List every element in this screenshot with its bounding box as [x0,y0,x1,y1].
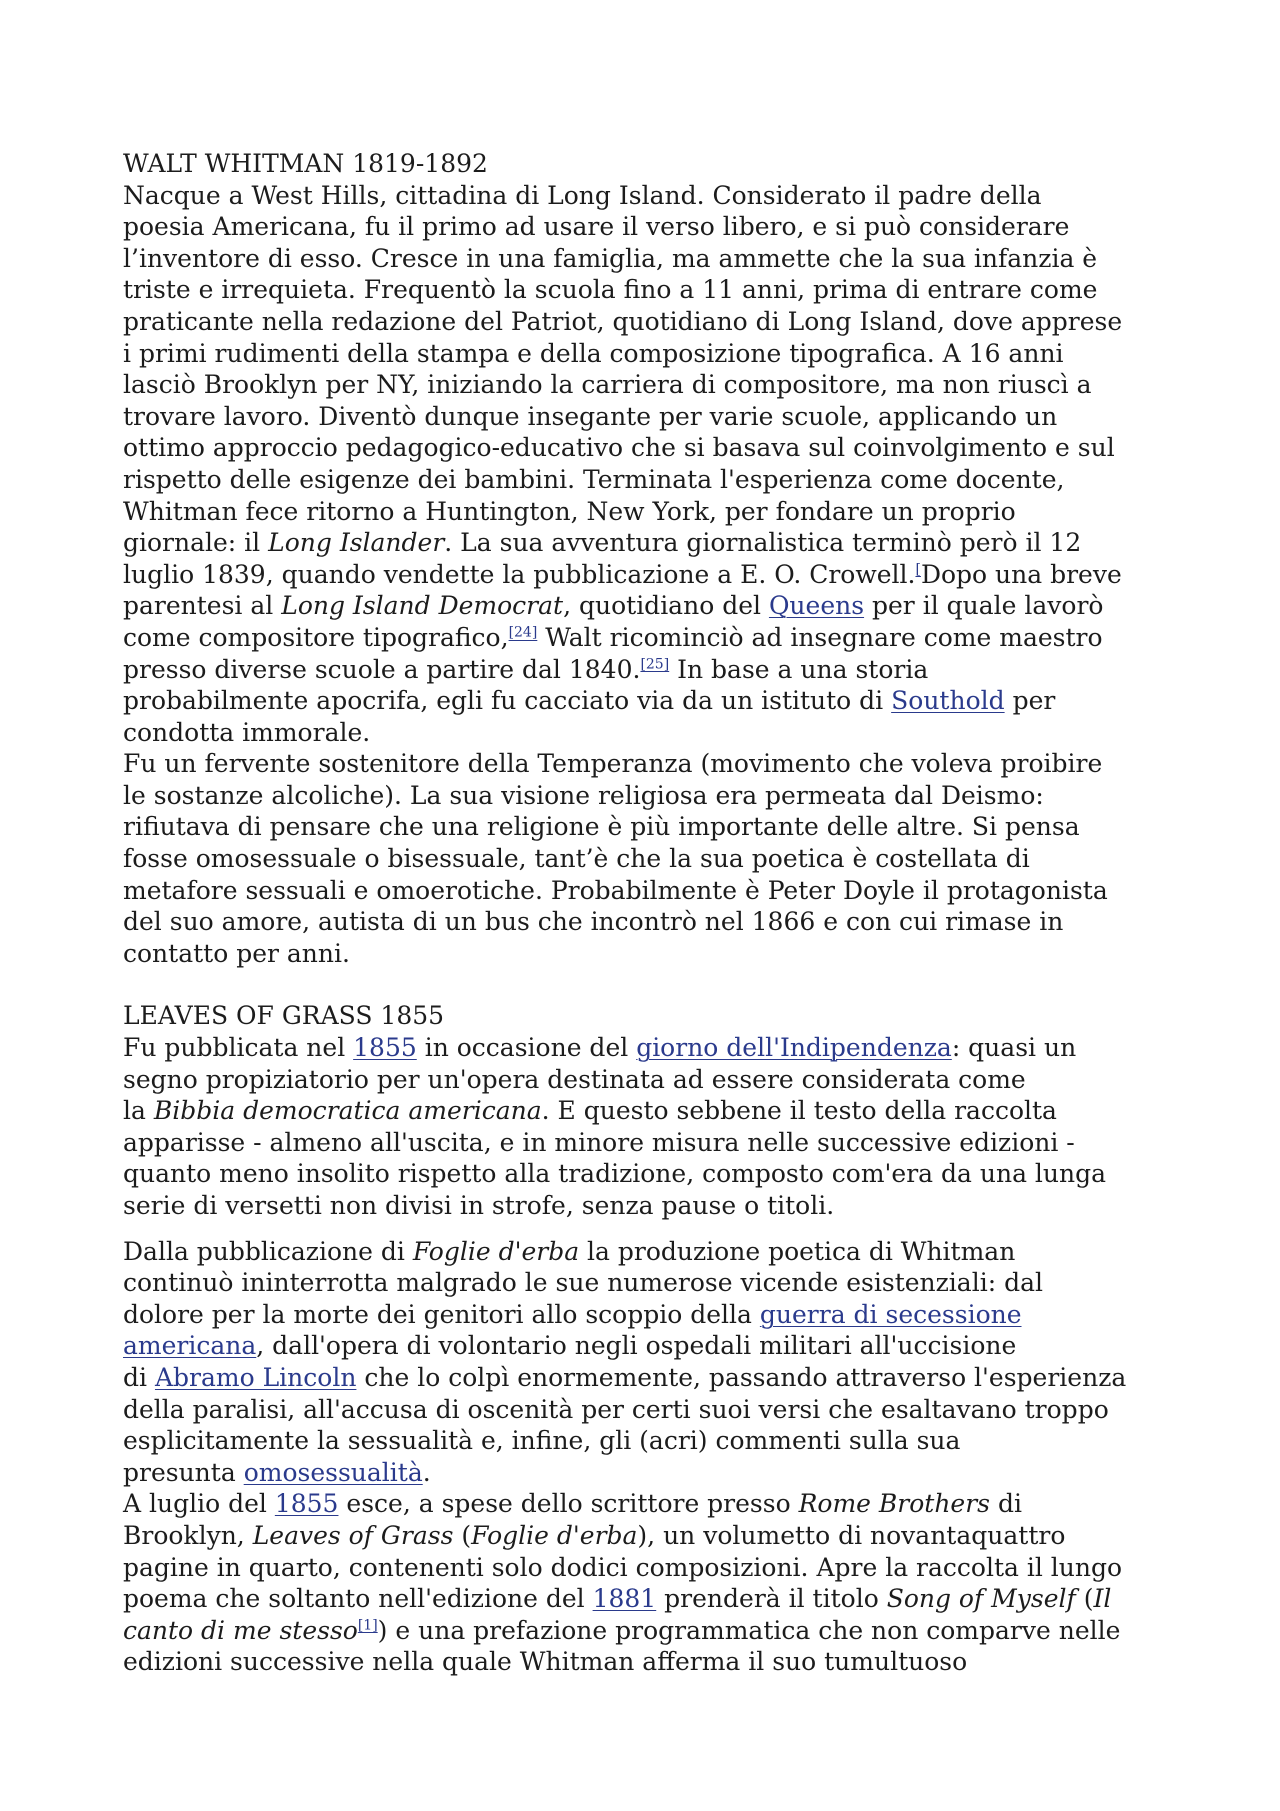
paragraph-line [123,1299,1183,1331]
paragraph-line [123,1032,1183,1064]
text-span: esce, a spese dello scrittore presso [338,1489,799,1519]
paragraph-line: Nacque a West Hills, cittadina di Long Island. Considerato il padre della [123,180,1042,210]
paragraph-line [123,1362,1183,1394]
link-queens[interactable]: Queens [768,591,865,621]
spacer [123,969,1183,1000]
footnote-ref-24-link[interactable]: [24] [508,624,538,641]
paragraph-line: rispetto delle esigenze dei bambini. Terminata l'esperienza come docente, [123,464,1065,494]
link-omosessualita[interactable]: omosessualità [243,1457,423,1487]
text-span: probabilmente apocrifa, egli fu cacciato via da un istituto di [123,686,892,716]
section-title-leaves-of-grass: LEAVES OF GRASS 1855 [123,1001,445,1031]
paragraph-line [123,1615,1183,1647]
paragraph-line: condotta immorale. [123,717,371,747]
paragraph-line: l’inventore di esso. Cresce in una famiglia, ma ammette che la sua infanzia è [123,243,1098,273]
text-span: la produzione poetica di Whitman [579,1236,1016,1266]
paragraph-line [123,654,1183,686]
text-span: ) e una prefazione programmatica che non comparve nelle [377,1615,1121,1645]
text-span: presso diverse scuole a partire dal 1840. [123,654,641,684]
italic-title-long-island-democrat: Long Island Democrat [281,591,564,621]
paragraph-line [123,1583,1183,1615]
text-span: in occasione del [416,1033,637,1063]
text-span: per [1004,686,1056,716]
text-span: . E questo sebbene il testo della raccolta [541,1096,1057,1126]
spacer [123,1222,1183,1236]
paragraph-line: lasciò Brooklyn per NY, iniziando la carriera di compositore, ma non riuscì a [123,370,1092,400]
text-span: di [990,1489,1022,1519]
paragraph-line [123,622,1183,654]
paragraph-line: metafore sessuali e omoerotiche. Probabilmente è Peter Doyle il protagonista [123,875,1108,905]
footnote-ref-link[interactable]: [ [915,561,921,578]
text-span: parentesi al [123,591,282,621]
text-span: Fu pubblicata nel [123,1033,354,1063]
text-span: giornale: il [123,528,269,558]
paragraph-line [123,1330,1183,1362]
link-abramo-lincoln[interactable]: Abramo Lincoln [154,1362,357,1392]
italic-song-of-myself: Song of Myself [886,1584,1076,1614]
text-span: ), un volumetto di novantaquattro [637,1520,1066,1550]
text-span: Dalla pubblicazione di [123,1236,413,1266]
text-span: A luglio del [123,1489,275,1519]
paragraph-line [123,559,1183,591]
italic-il: Il [1093,1584,1112,1614]
paragraph-line: poesia Americana, fu il primo ad usare il verso libero, e si può considerare [123,212,1070,242]
paragraph-line [123,1095,1183,1127]
text-span: : quasi un [951,1033,1077,1063]
text-span: ( [1075,1584,1094,1614]
italic-bibbia-democratica: Bibbia democratica americana [153,1096,542,1126]
text-span: . La sua avventura giornalistica terminò però il 12 [444,528,1082,558]
text-span: ( [453,1520,472,1550]
paragraph-line [123,1457,1183,1489]
paragraph-line: del suo amore, autista di un bus che incontrò nel 1866 e con cui rimase in [123,907,1064,937]
paragraph-line: i primi rudimenti della stampa e della composizione tipografica. A 16 anni [123,338,1064,368]
text-span: . [422,1457,431,1487]
link-1855[interactable]: 1855 [353,1033,417,1063]
paragraph-line: contatto per anni. [123,938,350,968]
italic-canto-di-me-stesso: canto di me stesso [123,1615,358,1645]
italic-leaves-of-grass: Leaves of Grass [252,1520,454,1550]
link-giorno-indipendenza[interactable]: giorno dell'Indipendenza [636,1033,952,1063]
paragraph-line [123,1520,1183,1552]
text-span: luglio 1839, quando vendette la pubblicazione a E. O. Crowell. [123,559,916,589]
paragraph-line [123,527,1183,559]
text-span: dolore per la morte dei genitori allo scoppio della [123,1299,760,1329]
paragraph-line: le sostanze alcoliche). La sua visione religiosa era permeata dal Deismo: [123,780,1044,810]
section-title-walt-whitman: WALT WHITMAN 1819-1892 [123,149,488,178]
paragraph-line: Fu un fervente sostenitore della Temperanza (movimento che voleva proibire [123,749,1103,779]
text-span: In base a una storia [669,654,929,684]
text-span: che lo colpì enormemente, passando attraverso l'esperienza [356,1362,1127,1392]
italic-foglie-derba-2: Foglie d'erba [471,1520,638,1550]
paragraph-line: edizioni successive nella quale Whitman afferma il suo tumultuoso [123,1647,968,1677]
link-1855-b[interactable]: 1855 [274,1489,339,1519]
paragraph-line [123,590,1183,622]
link-guerra-secessione[interactable]: guerra di secessione [759,1299,1022,1329]
link-1881[interactable]: 1881 [592,1584,657,1614]
paragraph-line: esplicitamente la sessualità e, infine, gli (acri) commenti sulla sua [123,1426,961,1456]
paragraph-line: quanto meno insolito rispetto alla tradizione, composto com'era da una lunga [123,1159,1107,1189]
paragraph-line: segno propiziatorio per un'opera destinata ad essere considerata come [123,1064,1026,1094]
text-span: per il quale lavorò [864,591,1104,621]
text-span: presunta [123,1457,244,1487]
paragraph-line: continuò ininterrotta malgrado le sue numerose vicende esistenziali: dal [123,1268,1043,1298]
text-span: la [123,1096,154,1126]
paragraph-line: triste e irrequieta. Frequentò la scuola fino a 11 anni, prima di entrare come [123,275,1098,305]
paragraph-line [123,685,1183,717]
document-page [123,148,1183,1678]
text-span: , quotidiano del [563,591,769,621]
text-span: , dall'opera di volontario negli ospedali militari all'uccisione [256,1331,1017,1361]
italic-rome-brothers: Rome Brothers [798,1489,991,1519]
paragraph-line: serie di versetti non divisi in strofe, senza pause o titoli. [123,1191,835,1220]
link-guerra-secessione-americana[interactable]: americana [123,1331,257,1361]
text-span: Walt ricominciò ad insegnare come maestro [537,622,1103,652]
paragraph-line: pagine in quarto, contenenti solo dodici composizioni. Apre la raccolta il lungo [123,1552,1123,1582]
text-span: come compositore tipografico, [123,622,509,652]
paragraph-line: praticante nella redazione del Patriot, quotidiano di Long Island, dove apprese [123,306,1123,336]
text-span: Brooklyn, [123,1520,253,1550]
footnote-ref-1-link[interactable]: [1] [357,1617,378,1634]
paragraph-line [123,1236,1183,1268]
italic-title-long-islander: Long Islander [268,528,445,558]
paragraph-line: trovare lavoro. Diventò dunque insegante per varie scuole, applicando un [123,401,1058,431]
paragraph-line [123,1488,1183,1520]
paragraph-line: Whitman fece ritorno a Huntington, New York, per fondare un proprio [123,496,1016,526]
text-span: Dopo una breve [920,559,1122,589]
text-span: poema che soltanto nell'edizione del [123,1584,593,1614]
italic-foglie-derba: Foglie d'erba [412,1236,580,1266]
link-southold[interactable]: Southold [891,686,1005,716]
paragraph-line: ottimo approccio pedagogico-educativo che si basava sul coinvolgimento e sul [123,433,1115,463]
paragraph-line: rifiutava di pensare che una religione è più importante delle altre. Si pensa [123,812,1080,842]
paragraph-line: fosse omosessuale o bisessuale, tant’è che la sua poetica è costellata di [123,844,1030,874]
paragraph-line: della paralisi, all'accusa di oscenità per certi suoi versi che esaltavano troppo [123,1394,1109,1424]
text-span: prenderà il titolo [656,1584,887,1614]
footnote-ref-25-link[interactable]: [25] [640,656,670,673]
text-span: di [123,1362,155,1392]
paragraph-line: apparisse - almeno all'uscita, e in minore misura nelle successive edizioni - [123,1127,1075,1157]
